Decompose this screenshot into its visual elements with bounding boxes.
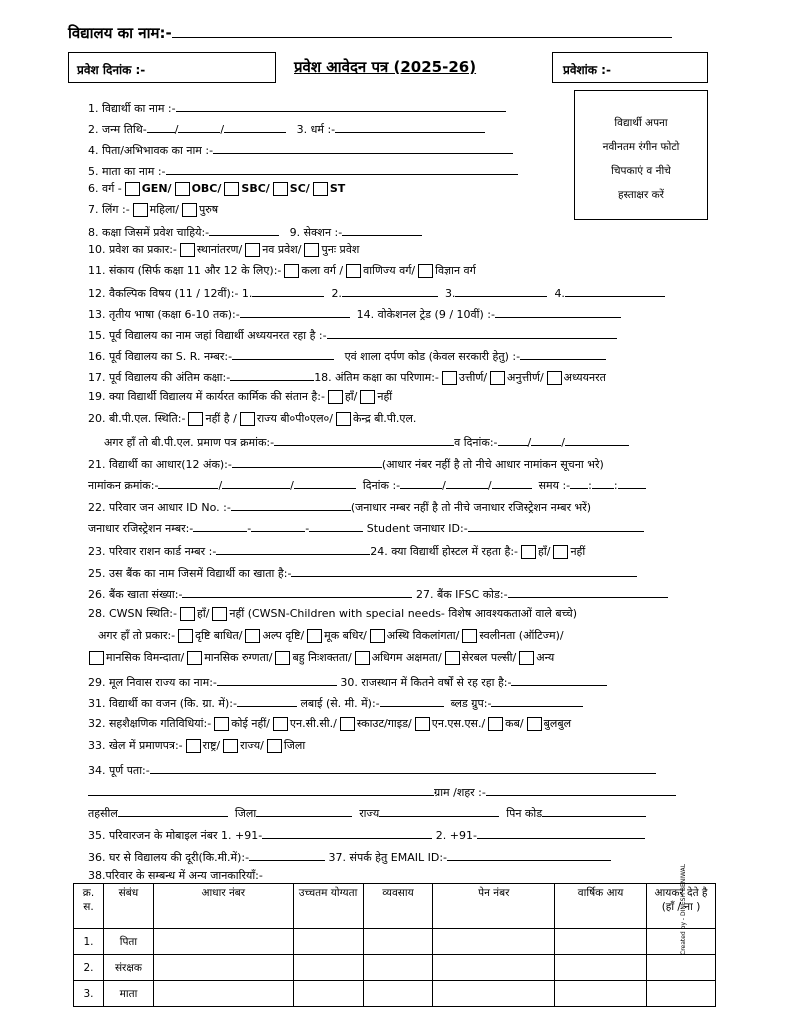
credit-text: Created by - DINESH BENIWAL (680, 863, 687, 955)
col-header-income-tax: आयकर देते है (हाँ / ना ) (647, 884, 716, 929)
field-mother-name[interactable]: 5. माता का नाम :- (88, 163, 518, 179)
field-bank-name[interactable]: 25. उस बैंक का नाम जिसमें विद्यार्थी का खाता है:- (88, 565, 637, 581)
field-jan-aadhaar-registration[interactable]: जनाधार रजिस्ट्रेशन नम्बर:- - - Student जनाधार ID:- (88, 520, 644, 536)
field-cwsn-type-2[interactable]: मानसिक विमन्दाता/ मानसिक रुग्णता/ बहु निःशक्तता/ अधिगम अक्षमता/ सेरबल पल्सी/ अन्य (86, 651, 554, 665)
row-relation: माता (103, 981, 153, 1007)
field-aadhaar-enrolment[interactable]: नामांकन क्रमांक:- / / दिनांक :- / / समय :- : : (88, 477, 646, 493)
field-cwsn-type-1[interactable]: अगर हाँ तो प्रकार:- दृष्टि बाधित/ अल्प दृष्टि/ मूक बधिर/ अस्थि विकलांगता/ स्वलीनता (ऑटिज्म)/ (98, 629, 564, 642)
table-header-row (74, 884, 716, 929)
field-distance-email[interactable]: 36. घर से विद्यालय की दूरी(कि.मी.में):- 37. संपर्क हेतु EMAIL ID:- (88, 849, 611, 865)
col-header-occupation: व्यवसाय (363, 884, 433, 929)
col-header-relation: संबंध (103, 884, 153, 929)
photo-box (574, 90, 708, 220)
field-optional-subjects[interactable]: 12. वैकल्पिक विषय (11 / 12वीं):- 1. 2. 3. 4. (88, 285, 665, 301)
col-header-aadhaar: आधार नंबर (153, 884, 293, 929)
col-header-qualification: उच्चतम योग्यता (293, 884, 363, 929)
col-header-pan: पेन नंबर (433, 884, 555, 929)
field-prev-class-result[interactable]: 17. पूर्व विद्यालय की अंतिम कक्षा:- 18. अंतिम कक्षा का परिणाम:- उत्तीर्ण/ अनुत्तीर्ण/ अध्ययनरत (88, 371, 606, 384)
admission-no-label: प्रवेशांक :- (563, 63, 611, 77)
field-previous-school[interactable]: 15. पूर्व विद्यालय का नाम जहां विद्यार्थी अध्ययनरत रहा है :- (88, 327, 617, 343)
photo-instruction-1: विद्यार्थी अपना (614, 117, 668, 129)
row-sn: 2. (74, 955, 104, 981)
admission-date-label: प्रवेश दिनांक :- (77, 63, 146, 77)
field-category[interactable]: 6. वर्ग - GEN/ OBC/ SBC/ SC/ ST (88, 182, 346, 195)
field-ration-card[interactable]: 23. परिवार राशन कार्ड नम्बर :- 24. क्या विद्यार्थी होस्टल में रहता है:- हाँ/ नहीं (88, 545, 586, 558)
field-dob-religion[interactable]: 2. जन्म तिथि- / / 3. धर्म :- (88, 121, 485, 137)
field-class-section[interactable]: 8. कक्षा जिसमें प्रवेश चाहिये:- 9. सेक्शन :- (88, 224, 422, 240)
table-row (74, 955, 716, 981)
table-row (74, 929, 716, 955)
field-address-tehsil[interactable]: तहसील जिला राज्य पिन कोड (88, 805, 646, 821)
col-header-sn: क्र. स. (74, 884, 104, 929)
admission-no-box (552, 52, 708, 83)
field-student-name[interactable]: 1. विद्यार्थी का नाम :- (88, 100, 506, 116)
field-staff-child[interactable]: 19. क्या विद्यार्थी विद्यालय में कार्यरत कार्मिक की संतान है:- हाँ/ नहीं (88, 390, 393, 403)
row-sn: 1. (74, 929, 104, 955)
field-weight-height-blood[interactable]: 31. विद्यार्थी का वजन (कि. ग्रा. में):- लबाई (से. मी. में):- ब्लड ग्रुप:- (88, 695, 583, 711)
field-cwsn-status[interactable]: 28. CWSN स्थिति:- हाँ/ नहीं (CWSN-Children with special needs- विशेष आवश्यकताओं वाले बच्चे) (88, 607, 578, 620)
field-address[interactable]: 34. पूर्ण पता:- (88, 762, 656, 778)
photo-instruction-4: हस्ताक्षर करें (618, 189, 664, 201)
field-native-state[interactable]: 29. मूल निवास राज्य का नाम:- 30. राजस्थान में कितने वर्षों से रह रहा है:- (88, 674, 607, 690)
field-family-mobile[interactable]: 35. परिवारजन के मोबाइल नंबर 1. +91- 2. +91- (88, 827, 645, 843)
row-relation: पिता (103, 929, 153, 955)
admission-date-box (68, 52, 276, 83)
field-jan-aadhaar[interactable]: 22. परिवार जन आधार ID No. :- (जनाधार नम्बर नहीं है तो नीचे जनाधार रजिस्ट्रेशन नम्बर भरें) (88, 501, 592, 514)
form-title: प्रवेश आवेदन पत्र (2025-26) (294, 58, 477, 76)
col-header-annual-income: वार्षिक आय (555, 884, 647, 929)
row-relation: संरक्षक (103, 955, 153, 981)
field-bpl-certificate[interactable]: अगर हाँ तो बी.पी.एल. प्रमाण पत्र क्रमांक:- व दिनांक:- / / (104, 434, 629, 450)
family-info-table (73, 883, 716, 1007)
school-name-label: विद्यालय का नाम:- (68, 24, 672, 42)
field-student-aadhaar[interactable]: 21. विद्यार्थी का आधार(12 अंक):- (आधार नंबर नहीं है तो नीचे आधार नामांकन सूचना भरे) (88, 458, 604, 471)
field-co-curricular[interactable]: 32. सहशैक्षणिक गतिविधियां:- कोई नहीं/ एन.सी.सी./ स्काउट/गाइड/ एन.एस.एस./ कब/ बुलबुल (88, 717, 572, 730)
field-bank-account[interactable]: 26. बैंक खाता संख्या:- 27. बैंक IFSC कोड:- (88, 586, 668, 602)
field-family-info-label: 38.परिवार के सम्बन्ध में अन्य जानकारियाँ:- (88, 869, 263, 882)
field-address-village[interactable]: ग्राम /शहर :- (88, 784, 676, 800)
field-gender[interactable]: 7. लिंग :- महिला/ पुरुष (88, 203, 219, 216)
field-prev-sr-number[interactable]: 16. पूर्व विद्यालय का S. R. नम्बर:- एवं शाला दर्पण कोड (केवल सरकारी हेतु) :- (88, 348, 606, 364)
field-father-name[interactable]: 4. पिता/अभिभावक का नाम :- (88, 142, 513, 158)
field-faculty[interactable]: 11. संकाय (सिर्फ कक्षा 11 और 12 के लिए):- कला वर्ग / वाणिज्य वर्ग/ विज्ञान वर्ग (88, 264, 476, 277)
field-sports-certificate[interactable]: 33. खेल में प्रमाणपत्र:- राष्ट्र/ राज्य/ जिला (88, 739, 306, 752)
field-admission-type[interactable]: 10. प्रवेश का प्रकार:- स्थानांतरण/ नव प्रवेश/ पुनः प्रवेश (88, 243, 360, 256)
row-sn: 3. (74, 981, 104, 1007)
photo-instruction-3: चिपकाएं व नीचे (611, 165, 671, 177)
field-bpl-status[interactable]: 20. बी.पी.एल. स्थिति:- नहीं है / राज्य बी०पी०एल०/ केन्द्र बी.पी.एल. (88, 412, 417, 425)
photo-instruction-2: नवीनतम रंगीन फोटो (602, 141, 680, 153)
field-third-language[interactable]: 13. तृतीय भाषा (कक्षा 6-10 तक):- 14. वोकेशनल ट्रेड (9 / 10वीं) :- (88, 306, 621, 322)
table-row (74, 981, 716, 1007)
